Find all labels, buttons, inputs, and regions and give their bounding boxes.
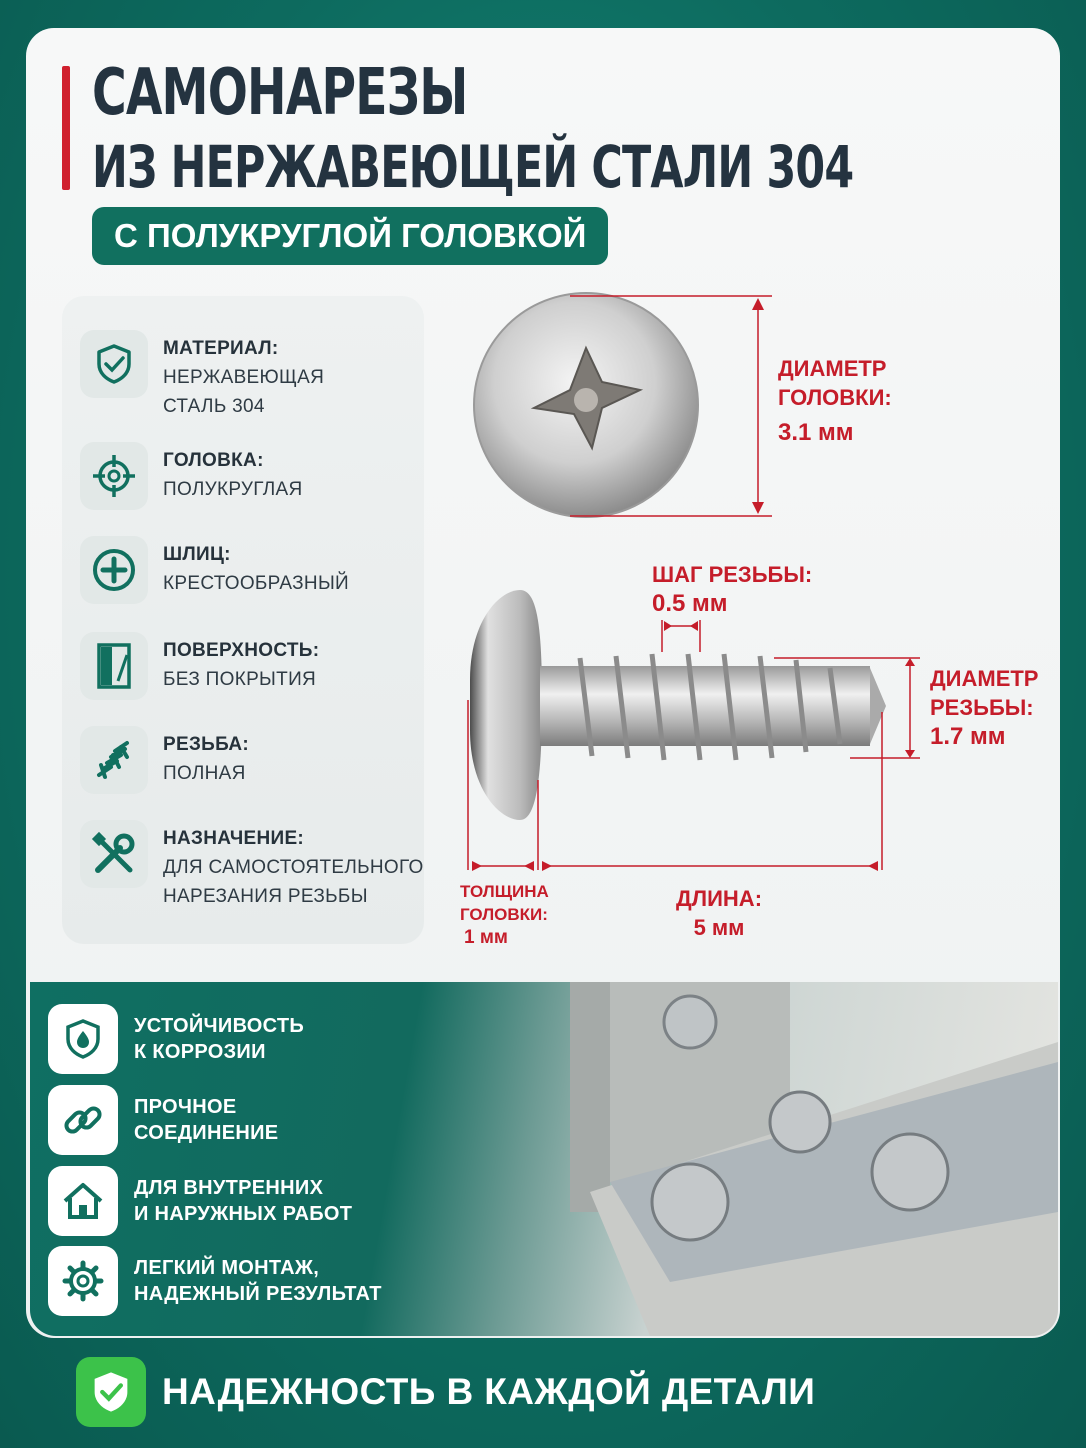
subtitle-badge: С ПОЛУКРУГЛОЙ ГОЛОВКОЙ <box>92 207 608 265</box>
head-thickness-title-2: ГОЛОВКИ: <box>460 905 548 924</box>
spec-label: ПОВЕРХНОСТЬ: <box>163 640 320 661</box>
head-thickness-label <box>460 880 549 949</box>
chain-link-icon <box>48 1085 118 1155</box>
spec-value: ДЛЯ САМОСТОЯТЕЛЬНОГО <box>163 857 424 878</box>
footer-text: НАДЕЖНОСТЬ В КАЖДОЙ ДЕТАЛИ <box>162 1371 816 1412</box>
feature-line-1: ПРОЧНОЕ <box>134 1096 237 1118</box>
spec-head <box>80 442 303 510</box>
head-diameter-title-1: ДИАМЕТР <box>778 356 887 381</box>
feature-line-2: К КОРРОЗИИ <box>134 1041 266 1063</box>
shield-drop-icon <box>48 1004 118 1074</box>
gear-icon <box>48 1246 118 1316</box>
spec-value-2: СТАЛЬ 304 <box>163 396 265 417</box>
length-label <box>676 884 762 942</box>
spec-label: ШЛИЦ: <box>163 544 231 565</box>
thread-diameter-title-2: РЕЗЬБЫ: <box>930 695 1034 720</box>
length-value: 5 мм <box>693 915 745 940</box>
screw-side-view <box>450 580 920 880</box>
length-title: ДЛИНА: <box>676 886 763 911</box>
bracket-photo-illustration <box>550 982 1058 1336</box>
spec-value: ПОЛУКРУГЛАЯ <box>163 479 303 500</box>
tools-icon <box>80 820 148 888</box>
feature-line-2: И НАРУЖНЫХ РАБОТ <box>134 1203 353 1225</box>
spec-thread <box>80 726 249 794</box>
page-title <box>92 54 1020 202</box>
spec-value: БЕЗ ПОКРЫТИЯ <box>163 669 317 690</box>
footer-banner <box>76 1356 815 1428</box>
feature-line-1: ЛЕГКИЙ МОНТАЖ, <box>134 1257 320 1279</box>
head-thickness-value: 1 мм <box>464 927 508 948</box>
thread-diameter-value: 1.7 мм <box>930 723 1006 750</box>
head-thickness-title-1: ТОЛЩИНА <box>460 882 549 901</box>
spec-material <box>80 330 324 421</box>
spec-label: НАЗНАЧЕНИЕ: <box>163 828 305 849</box>
feature-indoor-outdoor <box>48 1166 352 1236</box>
plus-circle-icon <box>80 536 148 604</box>
title-line-1: САМОНАРЕЗЫ <box>92 56 468 130</box>
screw-top-view <box>462 290 792 530</box>
feature-line-1: УСТОЙЧИВОСТЬ <box>134 1015 305 1037</box>
feature-easy-install <box>48 1246 382 1316</box>
feature-line-2: НАДЕЖНЫЙ РЕЗУЛЬТАТ <box>134 1283 382 1305</box>
thread-diameter-title-1: ДИАМЕТР <box>930 666 1039 691</box>
thread-icon <box>80 726 148 794</box>
spec-label: РЕЗЬБА: <box>163 734 249 755</box>
title-line-2: ИЗ НЕРЖАВЕЮЩЕЙ СТАЛИ 304 <box>92 133 854 201</box>
spec-slot <box>80 536 349 604</box>
spec-label: МАТЕРИАЛ: <box>163 338 279 359</box>
feature-line-1: ДЛЯ ВНУТРЕННИХ <box>134 1177 324 1199</box>
spec-value: НЕРЖАВЕЮЩАЯ <box>163 367 325 388</box>
head-diameter-label <box>778 354 892 447</box>
title-accent-bar <box>62 66 70 190</box>
spec-value-2: НАРЕЗАНИЯ РЕЗЬБЫ <box>163 886 368 907</box>
thread-pitch-value: 0.5 мм <box>652 590 728 617</box>
spec-value: ПОЛНАЯ <box>163 763 246 784</box>
spec-label: ГОЛОВКА: <box>163 450 264 471</box>
feature-line-2: СОЕДИНЕНИЕ <box>134 1122 279 1144</box>
surface-icon <box>80 632 148 700</box>
thread-pitch-title: ШАГ РЕЗЬБЫ: <box>652 562 813 587</box>
spec-surface <box>80 632 319 700</box>
crosshair-icon <box>80 442 148 510</box>
thread-pitch-label <box>652 560 812 618</box>
feature-connection <box>48 1085 278 1155</box>
head-diameter-title-2: ГОЛОВКИ: <box>778 385 892 410</box>
shield-check-icon <box>76 1357 146 1427</box>
spec-value: КРЕСТООБРАЗНЫЙ <box>163 573 350 594</box>
thread-diameter-label <box>930 664 1039 751</box>
spec-purpose <box>80 820 424 911</box>
head-diameter-value: 3.1 мм <box>778 419 854 446</box>
house-icon <box>48 1166 118 1236</box>
feature-corrosion <box>48 1004 304 1074</box>
shield-check-icon <box>80 330 148 398</box>
